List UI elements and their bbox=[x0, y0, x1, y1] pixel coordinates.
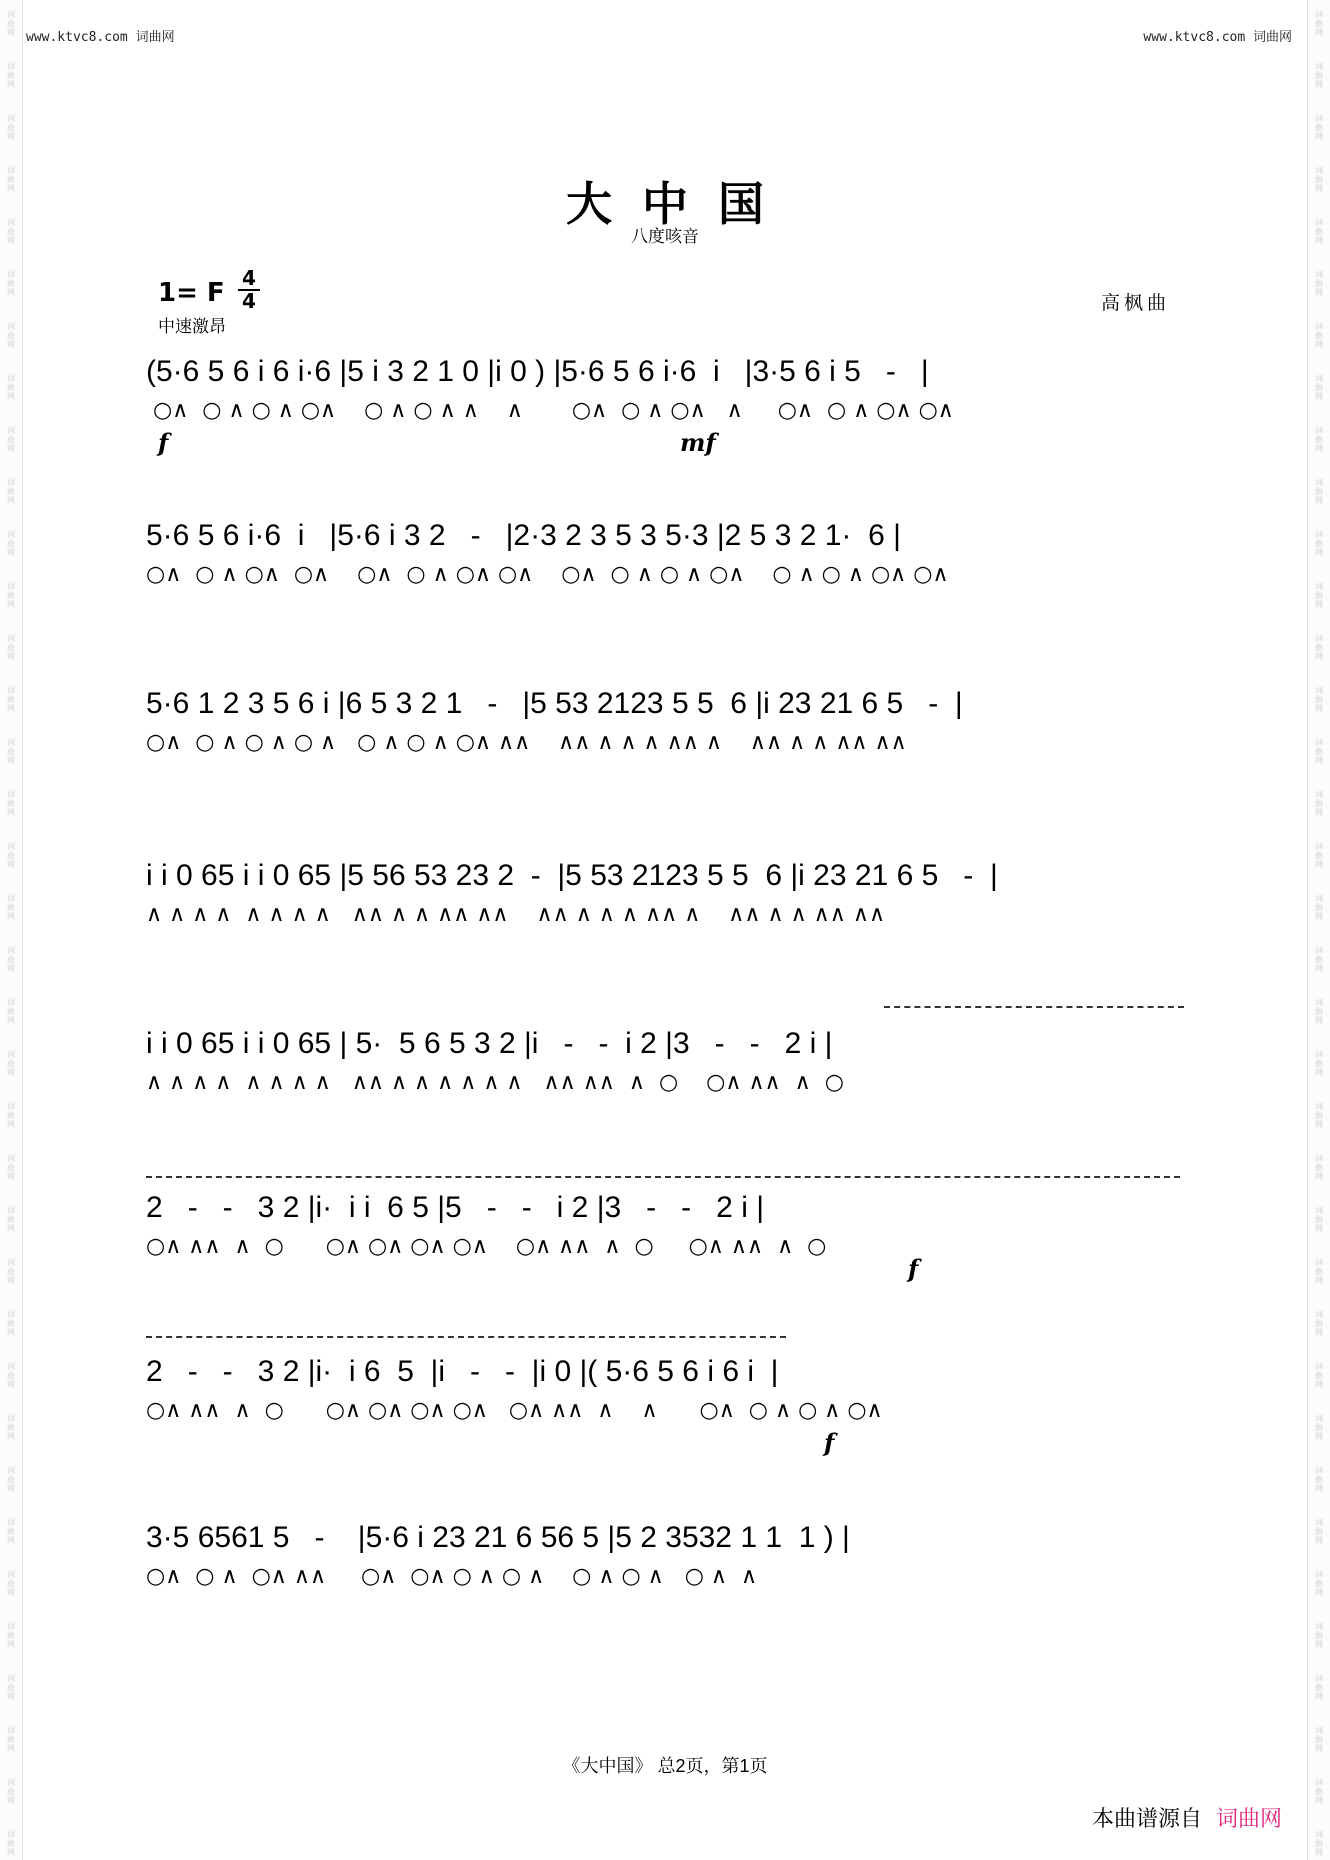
song-subtitle: 八度咳音 bbox=[631, 227, 699, 247]
score-line-notes: 5·6 5 6 i·6 i |5·6 i 3 2 - |2·3 2 3 5 3 5·3 |2 5 3 2 1· 6 | bbox=[146, 519, 901, 552]
dynamic-mark: f bbox=[158, 428, 169, 457]
score-line-7 bbox=[146, 1352, 1186, 1462]
watermark-mark: 词 曲 网 bbox=[1315, 1726, 1323, 1753]
watermark-mark: 词 曲 网 bbox=[1315, 1466, 1323, 1493]
watermark-mark: 词 曲 网 bbox=[1315, 1414, 1323, 1441]
watermark-mark: 词 曲 网 bbox=[7, 998, 15, 1025]
song-title: 大中国 bbox=[566, 177, 794, 231]
meter-top: 4 bbox=[242, 266, 256, 290]
watermark-mark: 词 曲 网 bbox=[1315, 62, 1323, 89]
watermark-mark: 词 曲 网 bbox=[7, 1102, 15, 1129]
watermark-mark: 词 曲 网 bbox=[7, 1518, 15, 1545]
watermark-mark: 词 曲 网 bbox=[1315, 1362, 1323, 1389]
watermark-mark: 词 曲 网 bbox=[1315, 478, 1323, 505]
watermark-mark: 词 曲 网 bbox=[7, 426, 15, 453]
watermark-mark: 词 曲 网 bbox=[1315, 790, 1323, 817]
watermark-mark: 词 曲 网 bbox=[7, 842, 15, 869]
watermark-mark: 词 曲 网 bbox=[1315, 530, 1323, 557]
watermark-mark: 词 曲 网 bbox=[1315, 634, 1323, 661]
watermark-mark: 词 曲 网 bbox=[1315, 10, 1323, 37]
score-line-notes: 5·6 1 2 3 5 6 i |6 5 3 2 1 - |5 53 2123 5 5 6 |i 23 21 6 5 - | bbox=[146, 687, 963, 720]
watermark-mark: 词 曲 网 bbox=[7, 634, 15, 661]
source-label: 本曲谱源自 bbox=[1091, 1806, 1202, 1831]
score-line-6 bbox=[146, 1188, 1186, 1298]
score-line-articulation: ○∧ ∧∧ ∧ ○ ○∧ ○∧ ○∧ ○∧ ○∧ ∧∧ ∧ ○ ○∧ ∧∧ ∧ ○ bbox=[146, 1234, 827, 1259]
watermark-mark: 词 曲 网 bbox=[7, 1414, 15, 1441]
watermark-mark: 词 曲 网 bbox=[7, 62, 15, 89]
watermark-mark: 词 曲 网 bbox=[7, 322, 15, 349]
watermark-mark: 词 曲 网 bbox=[7, 894, 15, 921]
watermark-mark: 词 曲 网 bbox=[7, 1466, 15, 1493]
score-line-8 bbox=[146, 1518, 1186, 1628]
watermark-mark: 词 曲 网 bbox=[7, 530, 15, 557]
score-line-notes: i i 0 65 i i 0 65 |5 56 53 23 2 - |5 53 2123 5 5 6 |i 23 21 6 5 - | bbox=[146, 859, 998, 892]
watermark-mark: 词 曲 网 bbox=[7, 1674, 15, 1701]
watermark-mark: 词 曲 网 bbox=[1315, 946, 1323, 973]
watermark-mark: 词 曲 网 bbox=[7, 686, 15, 713]
watermark-mark: 词 曲 网 bbox=[7, 1570, 15, 1597]
score-line-articulation: ○∧ ○ ∧ ○∧ ○∧ ○∧ ○ ∧ ○∧ ○∧ ○∧ ○ ∧ ○ ∧ ○∧ ○ ∧ ○ ∧ ○∧ ○∧ bbox=[146, 562, 949, 587]
watermark-mark: 词 曲 网 bbox=[1315, 1102, 1323, 1129]
watermark-mark: 词 曲 网 bbox=[1315, 894, 1323, 921]
watermark-mark: 词 曲 网 bbox=[1315, 1570, 1323, 1597]
watermark-mark: 词 曲 网 bbox=[1315, 1206, 1323, 1233]
score-line-notes: 2 - - 3 2 |i· i i 6 5 |5 - - i 2 |3 - - 2 i | bbox=[146, 1191, 764, 1224]
watermark-mark: 词 曲 网 bbox=[1315, 686, 1323, 713]
octave-dashed-line bbox=[146, 1176, 1180, 1178]
watermark-mark: 词 曲 网 bbox=[1315, 374, 1323, 401]
watermark-mark: 词 曲 网 bbox=[7, 946, 15, 973]
score-line-notes: 2 - - 3 2 |i· i 6 5 |i - - |i 0 |( 5·6 5 6 i 6 i | bbox=[146, 1355, 779, 1388]
watermark-mark: 词 曲 网 bbox=[7, 166, 15, 193]
left-watermark-strip bbox=[0, 0, 23, 1860]
score-line-articulation: ○∧ ○ ∧ ○ ∧ ○ ∧ ○ ∧ ○ ∧ ○∧ ∧∧ ∧∧ ∧ ∧ ∧ ∧∧ ∧ ∧∧ ∧ ∧ ∧∧ ∧∧ bbox=[146, 730, 907, 755]
page-indicator: 《大中国》 总2页，第1页 bbox=[562, 1756, 768, 1776]
watermark-mark: 词 曲 网 bbox=[1315, 426, 1323, 453]
watermark-mark: 词 曲 网 bbox=[7, 1778, 15, 1805]
source-brand-link[interactable]: 词曲网 bbox=[1215, 1806, 1282, 1831]
watermark-mark: 词 曲 网 bbox=[1315, 1518, 1323, 1545]
watermark-mark: 词 曲 网 bbox=[1315, 1050, 1323, 1077]
octave-dashed-line bbox=[146, 1336, 786, 1338]
watermark-mark: 词 曲 网 bbox=[1315, 1830, 1323, 1857]
score-line-1 bbox=[146, 352, 1186, 462]
watermark-mark: 词 曲 网 bbox=[1315, 582, 1323, 609]
key-signature: 1= F bbox=[158, 278, 225, 308]
watermark-mark: 词 曲 网 bbox=[1315, 1310, 1323, 1337]
watermark-mark: 词 曲 网 bbox=[1315, 998, 1323, 1025]
watermark-mark: 词 曲 网 bbox=[7, 1206, 15, 1233]
watermark-mark: 词 曲 网 bbox=[1315, 270, 1323, 297]
score-line-notes: i i 0 65 i i 0 65 | 5· 5 6 5 3 2 |i - - i 2 |3 - - 2 i | bbox=[146, 1027, 833, 1060]
watermark-mark: 词 曲 网 bbox=[7, 582, 15, 609]
dynamic-mark: f bbox=[824, 1428, 835, 1457]
tempo-marking: 中速激昂 bbox=[158, 317, 226, 337]
dynamic-mark: mf bbox=[680, 428, 716, 457]
octave-dashed-line bbox=[884, 1006, 1184, 1008]
watermark-mark: 词 曲 网 bbox=[1315, 218, 1323, 245]
watermark-mark: 词 曲 网 bbox=[7, 1830, 15, 1857]
score-line-articulation: ○∧ ○ ∧ ○∧ ∧∧ ○∧ ○∧ ○ ∧ ○ ∧ ○ ∧ ○ ∧ ○ ∧ ∧ bbox=[146, 1564, 758, 1589]
watermark-mark: 词 曲 网 bbox=[7, 1258, 15, 1285]
watermark-mark: 词 曲 网 bbox=[7, 114, 15, 141]
watermark-mark: 词 曲 网 bbox=[7, 738, 15, 765]
watermark-mark: 词 曲 网 bbox=[1315, 114, 1323, 141]
score-line-notes: 3·5 6561 5 - |5·6 i 23 21 6 56 5 |5 2 3532 1 1 1 ) | bbox=[146, 1521, 850, 1554]
watermark-mark: 词 曲 网 bbox=[1315, 322, 1323, 349]
source-credit bbox=[1092, 1802, 1282, 1833]
watermark-mark: 词 曲 网 bbox=[1315, 1154, 1323, 1181]
watermark-mark: 词 曲 网 bbox=[7, 1154, 15, 1181]
score-line-articulation: ∧ ∧ ∧ ∧ ∧ ∧ ∧ ∧ ∧∧ ∧ ∧ ∧ ∧ ∧ ∧ ∧∧ ∧∧ ∧ ○ ○∧ ∧∧ ∧ ○ bbox=[146, 1070, 844, 1095]
watermark-mark: 词 曲 网 bbox=[7, 218, 15, 245]
watermark-mark: 词 曲 网 bbox=[1315, 842, 1323, 869]
watermark-mark: 词 曲 网 bbox=[1315, 166, 1323, 193]
score-line-articulation: ∧ ∧ ∧ ∧ ∧ ∧ ∧ ∧ ∧∧ ∧ ∧ ∧∧ ∧∧ ∧∧ ∧ ∧ ∧ ∧∧ ∧ ∧∧ ∧ ∧ ∧∧ ∧∧ bbox=[146, 902, 886, 927]
dynamic-mark: f bbox=[908, 1254, 919, 1283]
watermark-mark: 词 曲 网 bbox=[7, 1362, 15, 1389]
watermark-mark: 词 曲 网 bbox=[7, 10, 15, 37]
watermark-mark: 词 曲 网 bbox=[7, 790, 15, 817]
right-watermark-strip bbox=[1307, 0, 1330, 1860]
score-line-3 bbox=[146, 684, 1186, 794]
watermark-mark: 词 曲 网 bbox=[7, 478, 15, 505]
score-line-articulation: ○∧ ○ ∧ ○ ∧ ○∧ ○ ∧ ○ ∧ ∧ ∧ ○∧ ○ ∧ ○∧ ∧ ○∧ ○ ∧ ○∧ ○∧ bbox=[146, 398, 954, 423]
watermark-mark: 词 曲 网 bbox=[7, 1310, 15, 1337]
header-url-right[interactable]: www.ktvc8.com 词曲网 bbox=[1143, 30, 1292, 45]
score-line-5 bbox=[146, 1024, 1186, 1134]
time-signature bbox=[238, 268, 260, 312]
watermark-mark: 词 曲 网 bbox=[7, 1622, 15, 1649]
watermark-mark: 词 曲 网 bbox=[7, 1726, 15, 1753]
watermark-mark: 词 曲 网 bbox=[1315, 738, 1323, 765]
watermark-mark: 词 曲 网 bbox=[1315, 1622, 1323, 1649]
score-line-articulation: ○∧ ∧∧ ∧ ○ ○∧ ○∧ ○∧ ○∧ ○∧ ∧∧ ∧ ∧ ○∧ ○ ∧ ○ ∧ ○∧ bbox=[146, 1398, 883, 1423]
score-line-notes: (5·6 5 6 i 6 i·6 |5 i 3 2 1 0 |i 0 ) |5·6 5 6 i·6 i |3·5 6 i 5 - | bbox=[146, 355, 929, 388]
score-line-4 bbox=[146, 856, 1186, 966]
header-url-left[interactable]: www.ktvc8.com 词曲网 bbox=[26, 30, 175, 45]
watermark-mark: 词 曲 网 bbox=[1315, 1674, 1323, 1701]
watermark-mark: 词 曲 网 bbox=[1315, 1778, 1323, 1805]
composer-credit: 高枫曲 bbox=[1100, 292, 1170, 314]
meter-bottom: 4 bbox=[238, 289, 260, 312]
score-line-2 bbox=[146, 516, 1186, 626]
watermark-mark: 词 曲 网 bbox=[1315, 1258, 1323, 1285]
watermark-mark: 词 曲 网 bbox=[7, 374, 15, 401]
watermark-mark: 词 曲 网 bbox=[7, 270, 15, 297]
watermark-mark: 词 曲 网 bbox=[7, 1050, 15, 1077]
